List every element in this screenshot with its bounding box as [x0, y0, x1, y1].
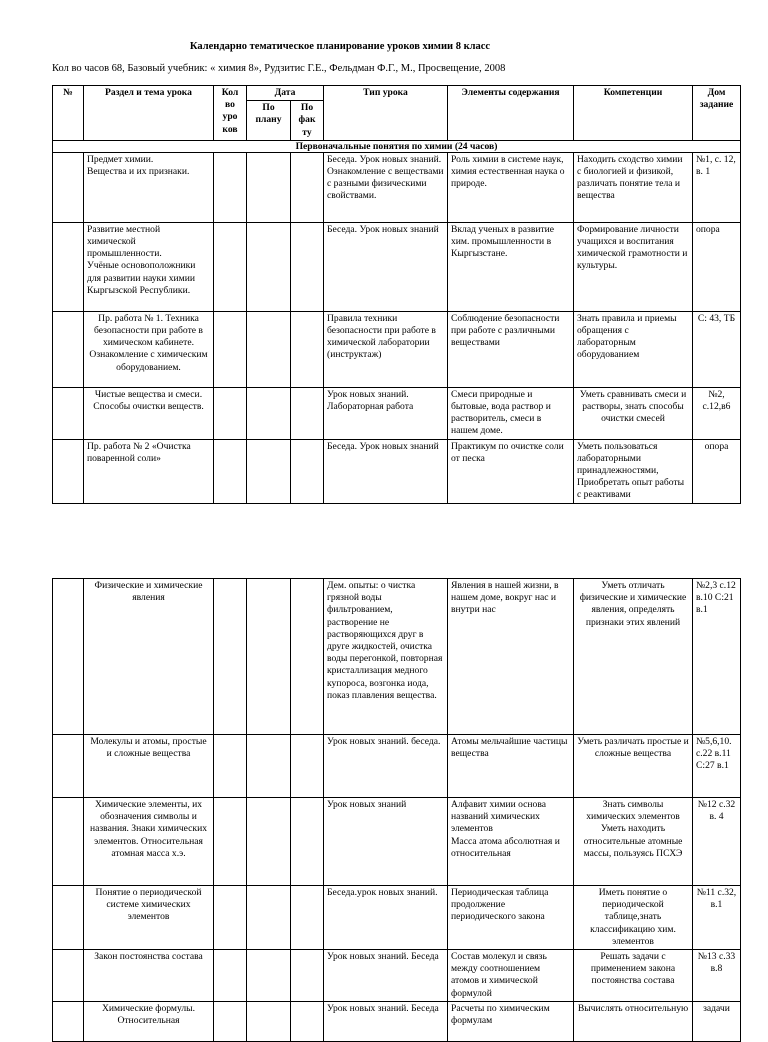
header-num: № [53, 86, 84, 141]
lesson-topic: Физические и химические явления [84, 579, 214, 735]
table-row [53, 222, 741, 311]
header-type: Тип урока [324, 86, 448, 141]
lesson-competence: Уметь отличать физические и химические явления, определять признаки этих явлений [574, 579, 693, 735]
lesson-topic: Закон постоянства состава [84, 950, 214, 1002]
table-row [53, 798, 741, 886]
table-row [53, 439, 741, 503]
lesson-topic: Молекулы и атомы, простые и сложные вещества [84, 735, 214, 798]
lesson-homework: С: 43, ТБ [693, 311, 741, 387]
lesson-topic: Чистые вещества и смеси. Способы очистки веществ. [84, 387, 214, 439]
header-competence: Компетенции [574, 86, 693, 141]
lesson-topic: Понятие о периодической системе химических элементов [84, 886, 214, 950]
header-hours: Кол во уро ков [214, 86, 247, 141]
lesson-homework: №12 с.32 в. 4 [693, 798, 741, 886]
document-title: Календарно тематическое планирование уроков химии 8 класс [189, 41, 491, 52]
lesson-elements: Соблюдение безопасности при работе с различными веществами [448, 311, 574, 387]
lesson-elements: Состав молекул и связь между соотношением атомов и химической формулой [448, 950, 574, 1002]
lesson-plan-table-page-2 [52, 578, 741, 1042]
table-row [53, 1001, 741, 1041]
lesson-homework: задачи [693, 1001, 741, 1041]
lesson-elements: Вклад ученых в развитие хим. промышленности в Кыргызстане. [448, 222, 574, 311]
lesson-type: Беседа. Урок новых знаний [324, 439, 448, 503]
lesson-elements: Практикум по очистке соли от песка [448, 439, 574, 503]
lesson-type: Дем. опыты: о чистка грязной воды фильтрованием, растворение не растворяющихся друг в друге жидкостей, очистка воды перегонкой, повторная кристаллизация медного купороса, возгонка иода, показ плавления вещества. [324, 579, 448, 735]
lesson-homework: №2,3 с.12 в.10 С:21 в.1 [693, 579, 741, 735]
lesson-topic: Химические формулы. Относительная [84, 1001, 214, 1041]
lesson-elements: Расчеты по химическим формулам [448, 1001, 574, 1041]
table-row [53, 886, 741, 950]
table-row [53, 735, 741, 798]
lesson-elements: Смеси природные и бытовые, вода раствор и растворитель, смеси в нашем доме. [448, 387, 574, 439]
lesson-competence: Знать правила и приемы обращения с лабораторным оборудованием [574, 311, 693, 387]
lesson-competence: Решать задачи с применением закона постоянства состава [574, 950, 693, 1002]
table-row [53, 311, 741, 387]
header-plan: По плану [247, 101, 291, 141]
lesson-homework: №5,6,10. с.22 в.11 С:27 в.1 [693, 735, 741, 798]
table-row [53, 387, 741, 439]
lesson-competence: Уметь сравнивать смеси и растворы, знать способы очистки смесей [574, 387, 693, 439]
lesson-topic: Химические элементы, их обозначения символы и названия. Знаки химических элементов. Относительная атомная масса х.э. [84, 798, 214, 886]
lesson-topic: Пр. работа № 1. Техника безопасности при работе в химическом кабинете. Ознакомление с химическим оборудованием. [84, 311, 214, 387]
table-row [53, 152, 741, 222]
lesson-type: Правила техники безопасности при работе в химической лаборатории (инструктаж) [324, 311, 448, 387]
lesson-homework: опора [693, 439, 741, 503]
lesson-topic: Развитие местной химической промышленности. Учёные основоположники для развитии науки химии Кыргызской Республики. [84, 222, 214, 311]
lesson-plan-table-page-1 [52, 85, 741, 504]
header-homework: Дом задание [693, 86, 741, 141]
lesson-type: Урок новых знаний [324, 798, 448, 886]
lesson-type: Беседа.урок новых знаний. [324, 886, 448, 950]
lesson-competence: Уметь пользоваться лабораторными принадлежностями, Приобретать опыт работы с реактивами [574, 439, 693, 503]
lesson-competence: Находить сходство химии с биологией и физикой, различать понятие тела и вещества [574, 152, 693, 222]
lesson-elements: Атомы мельчайшие частицы вещества [448, 735, 574, 798]
lesson-competence: Уметь различать простые и сложные вещества [574, 735, 693, 798]
lesson-homework: №1, с. 12, в. 1 [693, 152, 741, 222]
section-heading: Первоначальные понятия по химии (24 часов) [53, 140, 741, 152]
lesson-homework: №2, с.12,в6 [693, 387, 741, 439]
table-row [53, 579, 741, 735]
header-date: Дата [247, 86, 324, 101]
lesson-topic: Пр. работа № 2 «Очистка поваренной соли» [84, 439, 214, 503]
lesson-homework: №13 с.33 в.8 [693, 950, 741, 1002]
lesson-type: Беседа. Урок новых знаний [324, 222, 448, 311]
lesson-homework: опора [693, 222, 741, 311]
lesson-type: Урок новых знаний. беседа. [324, 735, 448, 798]
lesson-competence: Иметь понятие о периодической таблице,знать классификацию хим. элементов [574, 886, 693, 950]
header-topic: Раздел и тема урока [84, 86, 214, 141]
lesson-type: Урок новых знаний. Лабораторная работа [324, 387, 448, 439]
lesson-type: Беседа. Урок новых знаний. Ознакомление с веществами с разными физическими свойствами. [324, 152, 448, 222]
lesson-elements: Роль химии в системе наук, химия естественная наука о природе. [448, 152, 574, 222]
lesson-competence: Формирование личности учащихся и воспитания химической грамотности и культуры. [574, 222, 693, 311]
document-subtitle: Кол во часов 68, Базовый учебник: « химия 8», Рудзитис Г.Е., Фельдман Ф.Г., М., Просвещение, 2008 [52, 63, 506, 74]
lesson-elements: Явления в нашей жизни, в нашем доме, вокруг нас и внутри нас [448, 579, 574, 735]
lesson-competence: Знать символы химических элементов Уметь находить относительные атомные массы, пользуясь ПСХЭ [574, 798, 693, 886]
lesson-type: Урок новых знаний. Беседа [324, 950, 448, 1002]
lesson-elements: Алфавит химии основа названий химических элементов Масса атома абсолютная и относительная [448, 798, 574, 886]
lesson-competence: Вычислять относительную [574, 1001, 693, 1041]
lesson-elements: Периодическая таблица продолжение периодического закона [448, 886, 574, 950]
header-elements: Элементы содержания [448, 86, 574, 141]
header-fact: По фак ту [291, 101, 324, 141]
table-row [53, 950, 741, 1002]
lesson-topic: Предмет химии. Вещества и их признаки. [84, 152, 214, 222]
lesson-type: Урок новых знаний. Беседа [324, 1001, 448, 1041]
lesson-homework: №11 с.32, в.1 [693, 886, 741, 950]
